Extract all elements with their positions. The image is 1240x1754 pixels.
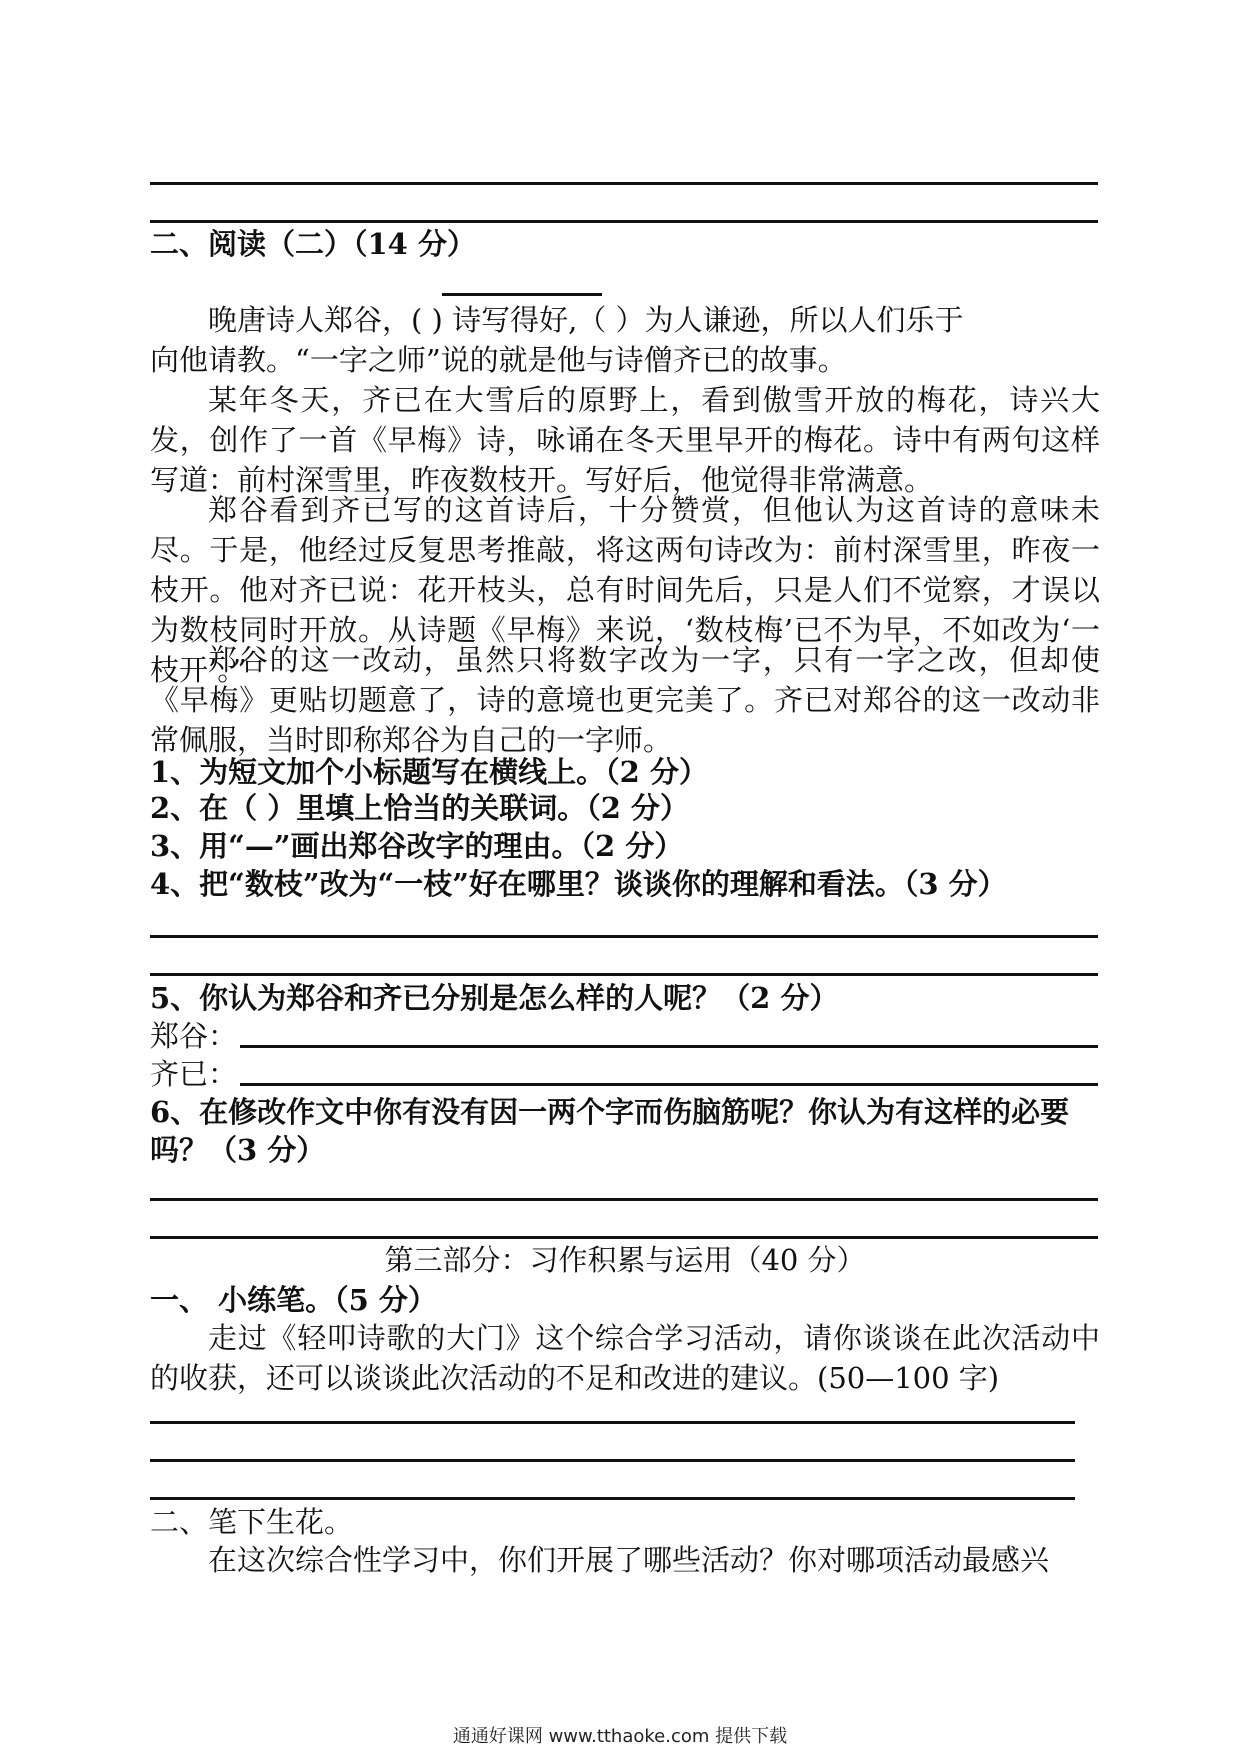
answer-line — [150, 1497, 1075, 1500]
writing-prompt: 在这次综合性学习中，你们开展了哪些活动？你对哪项活动最感兴 — [208, 1543, 1050, 1577]
subsection-heading: 一、 小练笔。（5 分） — [150, 1283, 437, 1317]
question-6-cont: 吗？（3 分） — [150, 1133, 326, 1167]
question-6: 6、在修改作文中你有没有因一两个字而伤脑筋呢？你认为有这样的必要 — [150, 1095, 1070, 1129]
page-footer: 通通好课网 www.tthaoke.com 提供下载 — [452, 1726, 788, 1747]
answer-line — [150, 1236, 1098, 1239]
passage-paragraph: 某年冬天，齐已在大雪后的原野上，看到傲雪开放的梅花，诗兴大发，创作了一首《早梅》诗，咏诵在冬天里早开的梅花。诗中有两句这样写道：前村深雪里，昨夜数枝开。写好后，他觉得非常满意。 — [150, 383, 1100, 497]
part-three-title: 第三部分：习作积累与运用（40 分） — [384, 1243, 866, 1277]
question-1: 1、为短文加个小标题写在横线上。（2 分） — [150, 755, 708, 789]
answer-line — [150, 935, 1098, 938]
answer-line — [150, 1459, 1075, 1462]
section-heading: 二、阅读（二）（14 分） — [150, 227, 476, 261]
answer-line — [150, 220, 1098, 223]
answer-label-qiji: 齐已： — [150, 1057, 238, 1091]
answer-line — [150, 1421, 1075, 1424]
question-2: 2、在（ ）里填上恰当的关联词。（2 分） — [150, 791, 690, 825]
passage-line-2: 向他请教。“一字之师”说的就是他与诗僧齐已的故事。 — [150, 343, 847, 377]
writing-prompt: 走过《轻叩诗歌的大门》这个综合学习活动，请你谈谈在此次活动中的收获，还可以谈谈此次活动的不足和改进的建议。(50—100 字) — [150, 1321, 1100, 1395]
answer-line — [150, 182, 1098, 185]
passage-line-1: 晚唐诗人郑谷，( ) 诗写得好,（ ）为人谦逊，所以人们乐于 — [208, 303, 964, 337]
passage-paragraph: 郑谷的这一改动，虽然只将数字改为一字，只有一字之改，但却使《早梅》更贴切题意了，诗的意境也更完美了。齐已对郑谷的这一改动非常佩服，当时即称郑谷为自己的一字师。 — [150, 643, 1100, 757]
answer-line-qiji — [240, 1083, 1098, 1086]
title-blank-line — [442, 293, 602, 296]
question-4: 4、把“数枝”改为“一枝”好在哪里？谈谈你的理解和看法。（3 分） — [150, 867, 1007, 901]
subsection-heading: 二、笔下生花。 — [150, 1505, 354, 1539]
answer-line-zhenggu — [240, 1045, 1098, 1048]
answer-line — [150, 973, 1098, 976]
passage-paragraph: 郑谷看到齐已写的这首诗后，十分赞赏，但他认为这首诗的意味未尽。于是，他经过反复思考推敲，将这两句诗改为：前村深雪里，昨夜一枝开。他对齐已说：花开枝头，总有时间先后，只是人们不觉察，才误以为数枝同时开放。从诗题《早梅》来说，‘数枝梅’已不为早，不如改为‘一枝开’。” — [150, 493, 1100, 687]
question-5: 5、你认为郑谷和齐已分别是怎么样的人呢？（2 分） — [150, 981, 839, 1015]
answer-label-zhenggu: 郑谷： — [150, 1019, 238, 1053]
answer-line — [150, 1198, 1098, 1201]
question-3: 3、用“—”画出郑谷改字的理由。（2 分） — [150, 829, 684, 863]
